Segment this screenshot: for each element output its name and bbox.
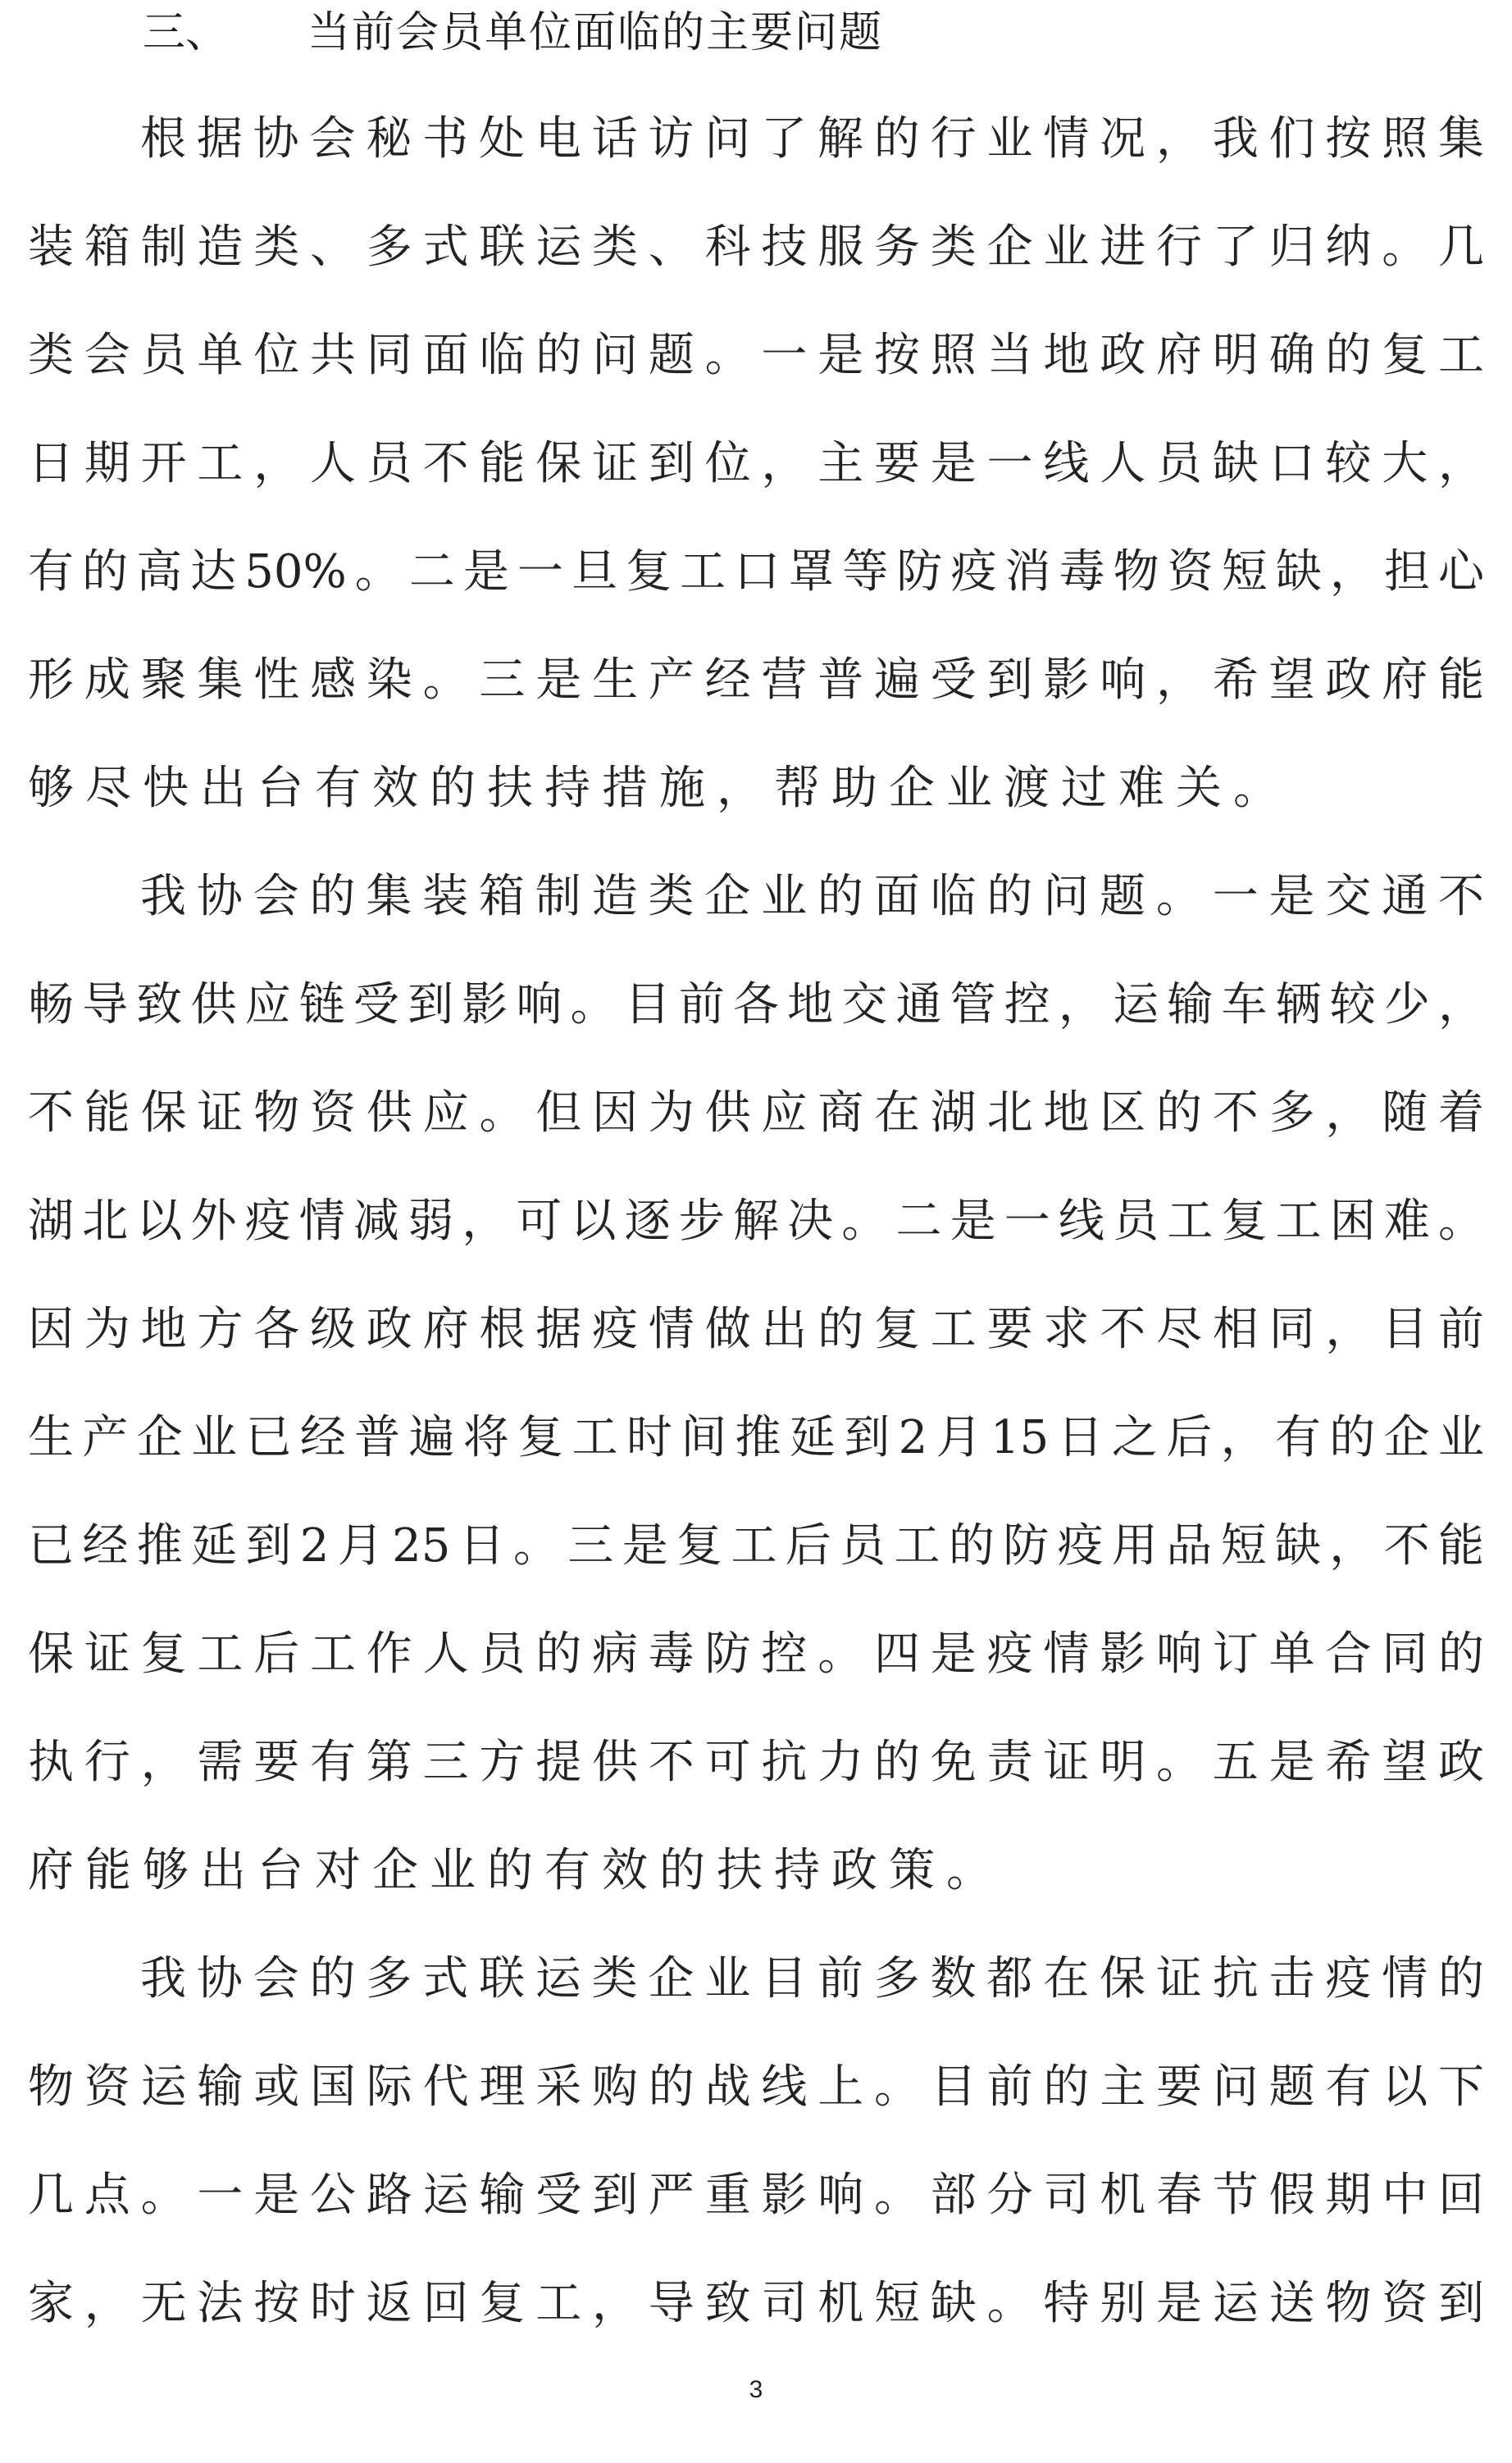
paragraph-line: 已经推延到2月25日。三是复工后员工的防疫用品短缺，不能 xyxy=(28,1519,1484,1573)
paragraph-line: 物资运输或国际代理采购的战线上。目前的主要问题有以下 xyxy=(28,2060,1484,2114)
section-heading xyxy=(0,0,1512,66)
paragraph-line: 生产企业已经普遍将复工时间推延到2月15日之后，有的企业 xyxy=(28,1411,1484,1464)
paragraph-line: 有的高达50%。二是一旦复工口罩等防疫消毒物资短缺，担心 xyxy=(28,545,1484,599)
paragraph-line: 我协会的集装箱制造类企业的面临的问题。一是交通不 xyxy=(140,870,1484,923)
paragraph-line: 家，无法按时返回复工，导致司机短缺。特别是运送物资到 xyxy=(28,2277,1484,2330)
section-number: 三、 xyxy=(143,8,229,57)
paragraph-line: 湖北以外疫情减弱，可以逐步解决。二是一线员工复工困难。 xyxy=(28,1195,1484,1248)
paragraph-line: 因为地方各级政府根据疫情做出的复工要求不尽相同，目前 xyxy=(28,1303,1484,1356)
paragraph-line: 府能够出台对企业的有效的扶持政策。 xyxy=(28,1844,1004,1897)
paragraph-line: 畅导致供应链受到影响。目前各地交通管控，运输车辆较少， xyxy=(28,978,1484,1031)
paragraph-line: 根据协会秘书处电话访问了解的行业情况，我们按照集 xyxy=(140,112,1484,166)
paragraph-line: 保证复工后工作人员的病毒防控。四是疫情影响订单合同的 xyxy=(28,1628,1484,1681)
paragraph-line: 够尽快出台有效的扶持措施，帮助企业渡过难关。 xyxy=(28,762,1291,815)
section-title: 当前会员单位面临的主要问题 xyxy=(307,8,884,57)
paragraph-line: 几点。一是公路运输受到严重影响。部分司机春节假期中回 xyxy=(28,2169,1484,2222)
paragraph-line: 装箱制造类、多式联运类、科技服务类企业进行了归纳。几 xyxy=(28,221,1484,274)
page-number: 3 xyxy=(749,2376,763,2403)
paragraph-line: 不能保证物资供应。但因为供应商在湖北地区的不多，随着 xyxy=(28,1086,1484,1140)
paragraph-line: 类会员单位共同面临的问题。一是按照当地政府明确的复工 xyxy=(28,329,1484,382)
paragraph-line: 执行，需要有第三方提供不可抗力的免责证明。五是希望政 xyxy=(28,1736,1484,1789)
paragraph-line: 我协会的多式联运类企业目前多数都在保证抗击疫情的 xyxy=(140,1952,1484,2005)
paragraph-line: 日期开工，人员不能保证到位，主要是一线人员缺口较大， xyxy=(28,437,1484,490)
paragraph-line: 形成聚集性感染。三是生产经营普遍受到影响，希望政府能 xyxy=(28,653,1484,707)
